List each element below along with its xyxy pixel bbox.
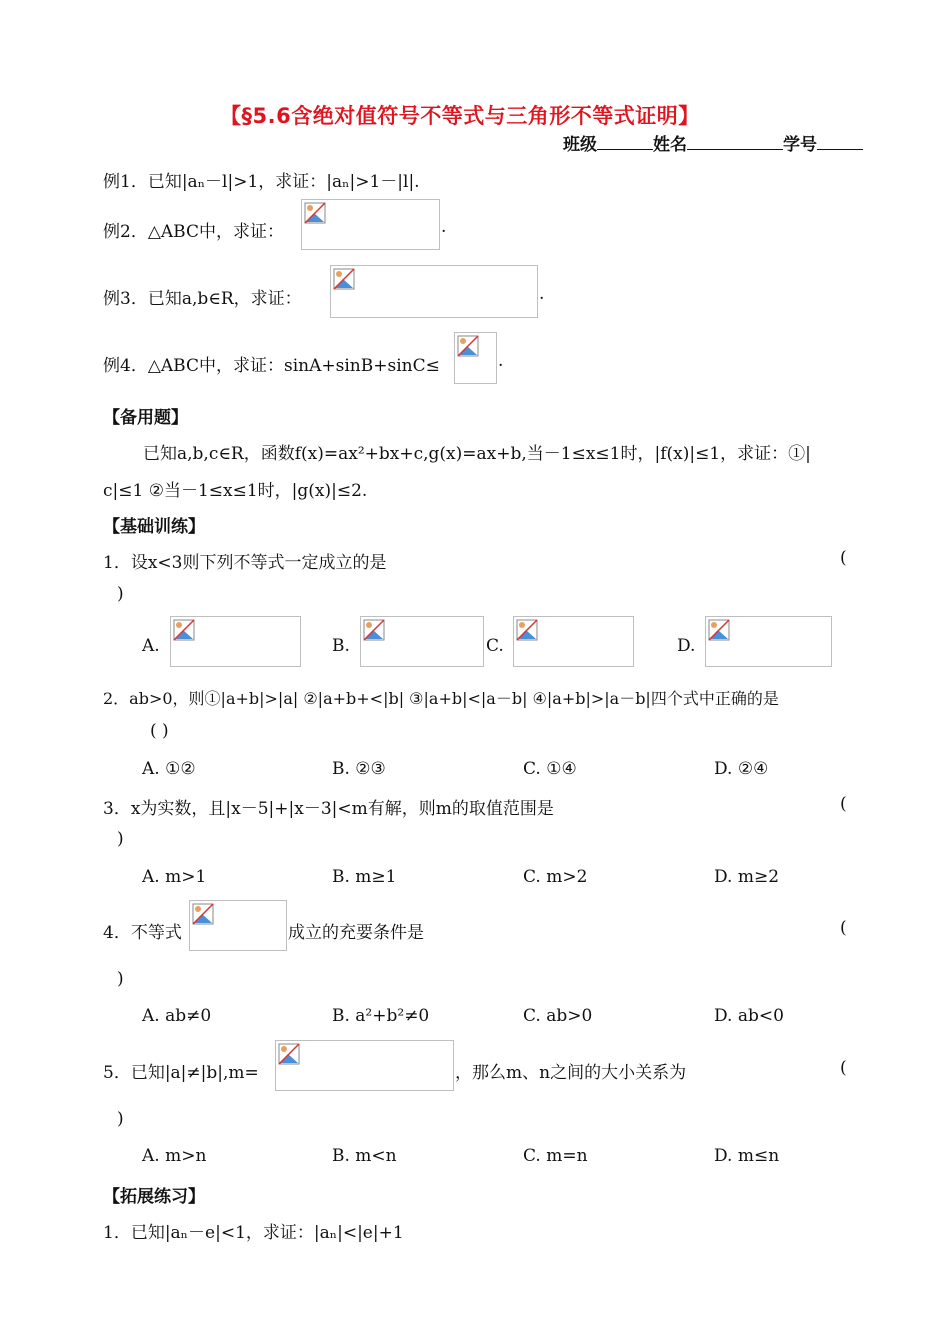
answer-paren: ( ): [150, 721, 169, 741]
name-label: 姓名: [653, 135, 687, 155]
option-c: C. m=n: [523, 1146, 588, 1166]
example-2: [103, 217, 284, 242]
answer-paren-open: (: [840, 918, 847, 938]
option-c-image: [513, 616, 634, 667]
answer-paren-close: ): [117, 1109, 124, 1129]
question-3: 3．x为实数，且|x－5|+|x－3|<m有解，则m的取值范围是: [103, 799, 554, 819]
option-a-image: [170, 616, 301, 667]
option-b: B. ②③: [332, 759, 386, 779]
backup-line-1: 已知a,b,c∈R，函数f(x)=ax²+bx+c,g(x)=ax+b,当－1≤x≤1时，|f(x)|≤1，求证：①|: [143, 444, 811, 464]
page-title: 【§5.6含绝对值符号不等式与三角形不等式证明】: [220, 104, 700, 128]
broken-image-icon: [278, 1043, 300, 1065]
option-c: C. m>2: [523, 867, 588, 887]
example-4: [103, 351, 440, 376]
example-text: △ABC中，求证：sinA+sinB+sinC≤: [147, 356, 440, 376]
id-blank: [817, 133, 863, 150]
answer-paren-open: (: [840, 548, 847, 568]
option-b: B. m≥1: [332, 867, 397, 887]
example-1: [103, 167, 420, 192]
answer-paren-close: ): [117, 584, 124, 604]
option-a: A. m>n: [142, 1146, 207, 1166]
section-basic: 【基础训练】: [103, 517, 205, 537]
broken-image-icon: [516, 619, 538, 641]
option-d: D. ab<0: [714, 1006, 784, 1026]
answer-paren-close: ): [117, 829, 124, 849]
example-3-tail: .: [539, 284, 545, 304]
class-label: 班级: [563, 135, 597, 155]
broken-image-icon: [457, 335, 479, 357]
extend-question-1: 1．已知|aₙ－e|<1，求证：|aₙ|<|e|+1: [103, 1223, 404, 1243]
option-a: A. ab≠0: [142, 1006, 212, 1026]
formula-image-placeholder: [189, 900, 287, 951]
example-label: 例4．: [103, 356, 148, 376]
answer-paren-close: ): [117, 969, 124, 989]
option-c: C. ①④: [523, 759, 577, 779]
option-b: B. m<n: [332, 1146, 397, 1166]
answer-paren-open: (: [840, 1058, 847, 1078]
broken-image-icon: [363, 619, 385, 641]
formula-image-placeholder: [275, 1040, 454, 1091]
question-2: 2．ab>0，则①|a+b|>|a| ②|a+b+<|b| ③|a+b|<|a－b| ④|a+b|>|a－b|四个式中正确的是: [103, 689, 779, 708]
class-blank: [597, 133, 653, 150]
broken-image-icon: [708, 619, 730, 641]
answer-paren-open: (: [840, 794, 847, 814]
option-d: D.: [677, 636, 696, 656]
example-label: 例1．: [103, 172, 148, 192]
section-extend: 【拓展练习】: [103, 1187, 205, 1207]
backup-line-2: c|≤1 ②当－1≤x≤1时，|g(x)|≤2.: [103, 481, 368, 501]
example-3: [103, 284, 302, 309]
option-a: A. m>1: [142, 867, 207, 887]
formula-image-placeholder: [454, 332, 497, 384]
option-d: D. ②④: [714, 759, 769, 779]
question-4-pre: 4．不等式: [103, 923, 182, 943]
example-4-tail: .: [498, 351, 504, 371]
example-text: 已知|aₙ－l|>1，求证：|aₙ|>1－|l|.: [147, 172, 420, 192]
broken-image-icon: [173, 619, 195, 641]
option-d: D. m≤n: [714, 1146, 780, 1166]
option-a: A. ①②: [142, 759, 196, 779]
option-b: B. a²+b²≠0: [332, 1006, 430, 1026]
example-label: 例2．: [103, 222, 148, 242]
option-c: C.: [486, 636, 504, 656]
formula-image-placeholder: [330, 265, 538, 318]
question-4-post: 成立的充要条件是: [288, 923, 424, 943]
broken-image-icon: [304, 202, 326, 224]
broken-image-icon: [333, 268, 355, 290]
option-d-image: [705, 616, 832, 667]
formula-image-placeholder: [301, 199, 440, 250]
name-blank: [687, 133, 783, 150]
id-label: 学号: [783, 135, 817, 155]
example-text: 已知a,b∈R，求证：: [147, 289, 302, 309]
question-1: 1．设x<3则下列不等式一定成立的是: [103, 553, 387, 573]
question-5-post: ，那么m、n之间的大小关系为: [455, 1063, 687, 1083]
option-d: D. m≥2: [714, 867, 780, 887]
example-2-tail: .: [441, 217, 447, 237]
question-5-pre: 5．已知|a|≠|b|,m=: [103, 1063, 259, 1083]
section-backup: 【备用题】: [103, 408, 188, 428]
option-a: A.: [142, 636, 160, 656]
student-info-line: [563, 130, 863, 155]
option-c: C. ab>0: [523, 1006, 593, 1026]
example-text: △ABC中，求证：: [147, 222, 284, 242]
option-b: B.: [332, 636, 350, 656]
broken-image-icon: [192, 903, 214, 925]
example-label: 例3．: [103, 289, 148, 309]
option-b-image: [360, 616, 484, 667]
